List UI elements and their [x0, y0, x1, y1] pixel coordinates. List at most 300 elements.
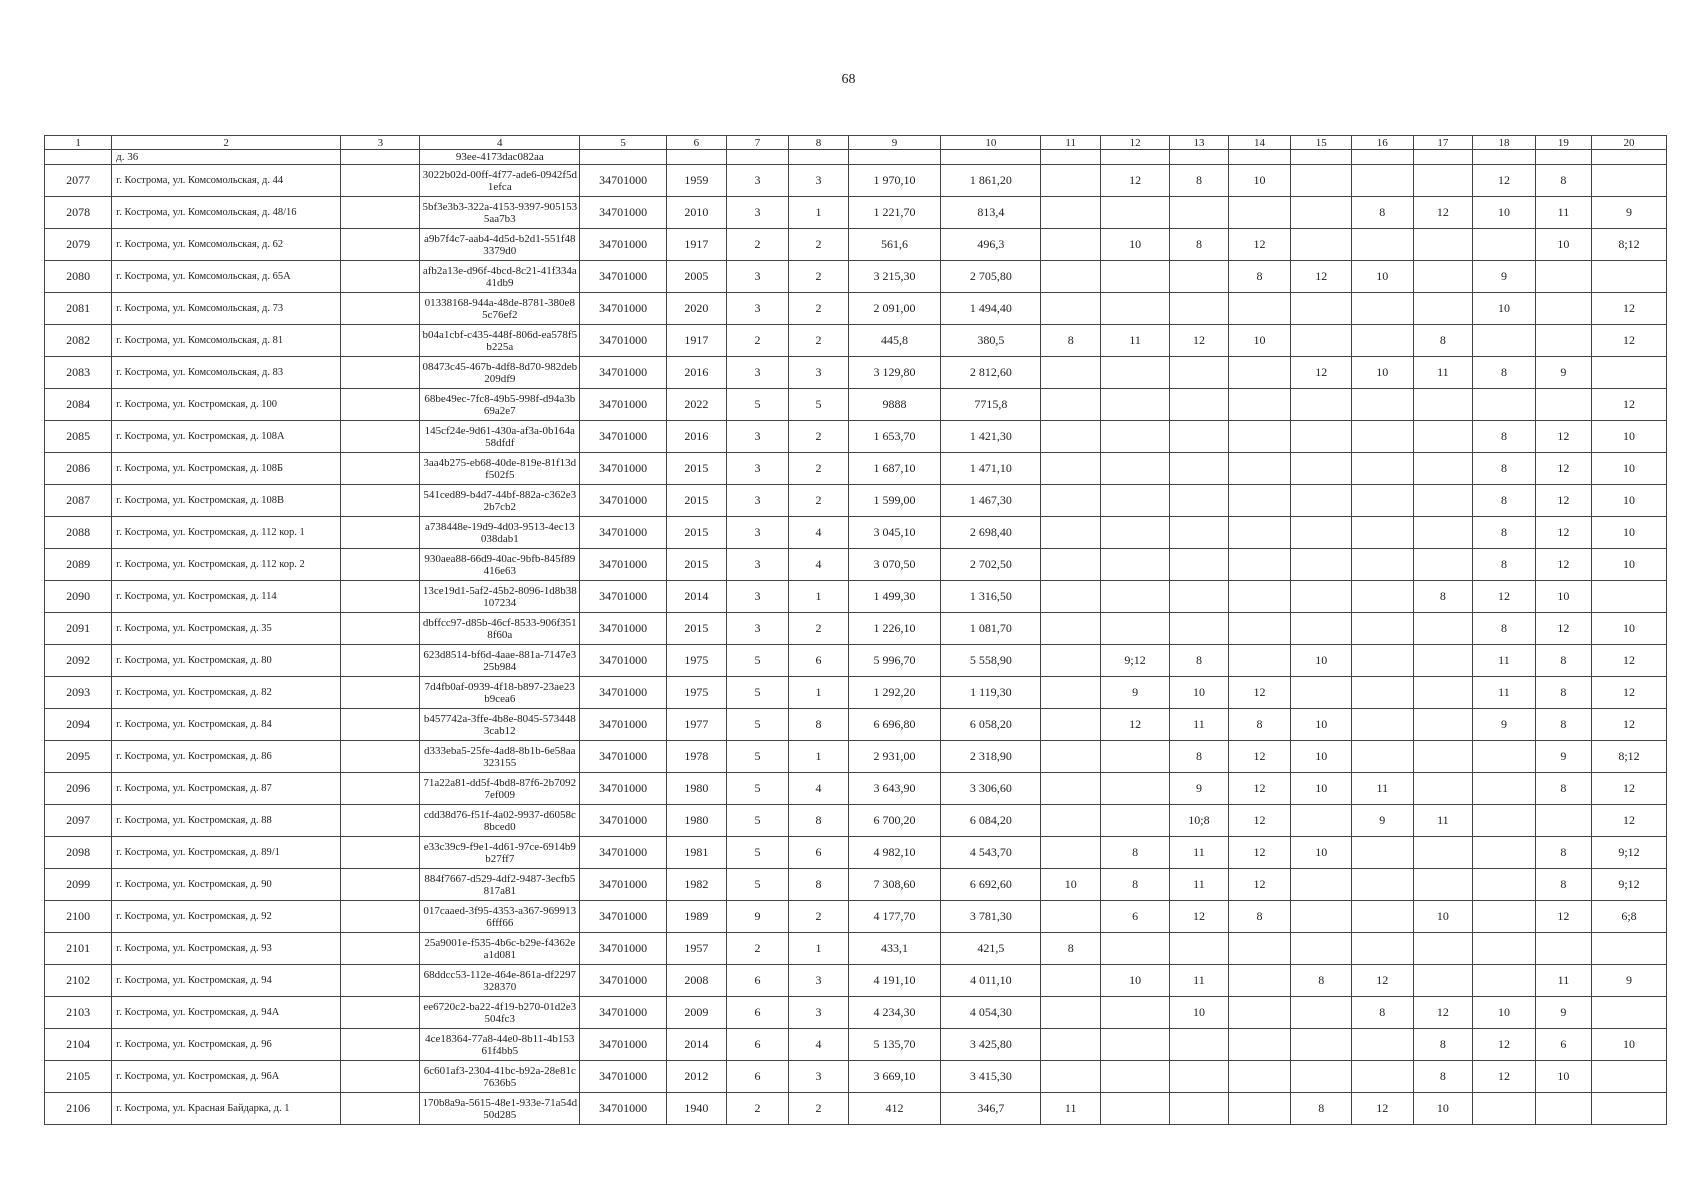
- table-row: [45, 197, 1667, 229]
- column-3-cell: [341, 677, 420, 709]
- col-15-cell: [1291, 933, 1352, 965]
- row-number-cell: 2105: [45, 1061, 112, 1093]
- table-cell: [1413, 150, 1472, 165]
- column-3-cell: [341, 229, 420, 261]
- col-19-cell: 8: [1535, 773, 1591, 805]
- floors-cell: 5: [726, 709, 789, 741]
- entrances-cell: 1: [789, 197, 848, 229]
- row-number-cell: 2098: [45, 837, 112, 869]
- table-row: [45, 965, 1667, 997]
- row-number-cell: 2092: [45, 645, 112, 677]
- address-cell: г. Кострома, ул. Комсомольская, д. 62: [112, 229, 341, 261]
- col-16-cell: [1351, 837, 1413, 869]
- col-14-cell: 12: [1228, 837, 1291, 869]
- col-17-cell: [1413, 645, 1472, 677]
- col-18-cell: [1473, 1093, 1536, 1125]
- table-row: [45, 613, 1667, 645]
- col-20-cell: [1592, 165, 1667, 197]
- address-cell: г. Кострома, ул. Костромская, д. 100: [112, 389, 341, 421]
- address-cell: г. Кострома, ул. Комсомольская, д. 48/16: [112, 197, 341, 229]
- floors-cell: 3: [726, 293, 789, 325]
- col-20-cell: 12: [1592, 773, 1667, 805]
- col-14-cell: [1228, 933, 1291, 965]
- col-19-cell: 8: [1535, 645, 1591, 677]
- floors-cell: 3: [726, 197, 789, 229]
- continuation-row: [45, 150, 1667, 165]
- col-15-cell: [1291, 677, 1352, 709]
- floors-cell: 5: [726, 805, 789, 837]
- col-13-cell: [1170, 613, 1228, 645]
- col-14-cell: [1228, 1029, 1291, 1061]
- year-built-cell: 1978: [667, 741, 726, 773]
- row-number-cell: 2089: [45, 549, 112, 581]
- row-number-cell: 2087: [45, 485, 112, 517]
- column-3-cell: [341, 901, 420, 933]
- living-area-cell: 3 306,60: [941, 773, 1041, 805]
- col-20-cell: 12: [1592, 389, 1667, 421]
- col-19-cell: 8: [1535, 165, 1591, 197]
- living-area-cell: 1 467,30: [941, 485, 1041, 517]
- col-11-cell: [1041, 197, 1100, 229]
- col-14-cell: 12: [1228, 229, 1291, 261]
- row-number-cell: 2084: [45, 389, 112, 421]
- year-built-cell: 1959: [667, 165, 726, 197]
- col-19-cell: 9: [1535, 357, 1591, 389]
- entrances-cell: 8: [789, 709, 848, 741]
- entrances-cell: 4: [789, 517, 848, 549]
- year-built-cell: 1975: [667, 645, 726, 677]
- col-11-cell: 8: [1041, 933, 1100, 965]
- col-12-cell: [1100, 197, 1169, 229]
- total-area-cell: 3 215,30: [848, 261, 940, 293]
- col-11-cell: [1041, 901, 1100, 933]
- total-area-cell: 3 070,50: [848, 549, 940, 581]
- guid-cell: afb2a13e-d96f-4bcd-8c21-41f334a41db9: [420, 261, 580, 293]
- floors-cell: 2: [726, 229, 789, 261]
- col-16-cell: [1351, 709, 1413, 741]
- row-number-cell: 2100: [45, 901, 112, 933]
- col-15-cell: 10: [1291, 837, 1352, 869]
- col-17-cell: 12: [1413, 997, 1472, 1029]
- table-cell: [1170, 150, 1228, 165]
- column-3-cell: [341, 389, 420, 421]
- row-number-cell: 2095: [45, 741, 112, 773]
- col-18-cell: 8: [1473, 421, 1536, 453]
- col-18-cell: [1473, 869, 1536, 901]
- col-14-cell: [1228, 293, 1291, 325]
- column-3-cell: [341, 933, 420, 965]
- oktmo-code-cell: 34701000: [580, 901, 667, 933]
- col-15-cell: [1291, 485, 1352, 517]
- address-cell: г. Кострома, ул. Комсомольская, д. 73: [112, 293, 341, 325]
- table-row: [45, 389, 1667, 421]
- entrances-cell: 8: [789, 805, 848, 837]
- col-15-cell: [1291, 869, 1352, 901]
- table-row: [45, 837, 1667, 869]
- address-cell: г. Кострома, ул. Костромская, д. 88: [112, 805, 341, 837]
- oktmo-code-cell: 34701000: [580, 933, 667, 965]
- floors-cell: 6: [726, 965, 789, 997]
- column-number: 4: [420, 136, 580, 150]
- col-13-cell: 9: [1170, 773, 1228, 805]
- guid-cell: 3aa4b275-eb68-40de-819e-81f13df502f5: [420, 453, 580, 485]
- col-15-cell: 8: [1291, 965, 1352, 997]
- col-12-cell: 8: [1100, 869, 1169, 901]
- floors-cell: 5: [726, 773, 789, 805]
- guid-cell: 25a9001e-f535-4b6c-b29e-f4362ea1d081: [420, 933, 580, 965]
- table-cell: [1592, 150, 1667, 165]
- col-12-cell: [1100, 517, 1169, 549]
- year-built-cell: 1977: [667, 709, 726, 741]
- guid-cell: a9b7f4c7-aab4-4d5d-b2d1-551f483379d0: [420, 229, 580, 261]
- oktmo-code-cell: 34701000: [580, 357, 667, 389]
- oktmo-code-cell: 34701000: [580, 229, 667, 261]
- year-built-cell: 2008: [667, 965, 726, 997]
- column-3-cell: [341, 549, 420, 581]
- col-16-cell: 8: [1351, 997, 1413, 1029]
- col-11-cell: [1041, 645, 1100, 677]
- col-15-cell: [1291, 1029, 1352, 1061]
- col-17-cell: [1413, 613, 1472, 645]
- total-area-cell: 1 226,10: [848, 613, 940, 645]
- column-3-cell: [341, 773, 420, 805]
- col-16-cell: [1351, 645, 1413, 677]
- year-built-cell: 2015: [667, 549, 726, 581]
- col-19-cell: [1535, 933, 1591, 965]
- year-built-cell: 2016: [667, 421, 726, 453]
- address-cell: г. Кострома, ул. Костромская, д. 82: [112, 677, 341, 709]
- col-19-cell: 12: [1535, 485, 1591, 517]
- row-number-cell: 2081: [45, 293, 112, 325]
- row-number-cell: 2094: [45, 709, 112, 741]
- column-number: 7: [726, 136, 789, 150]
- living-area-cell: 813,4: [941, 197, 1041, 229]
- address-cell: г. Кострома, ул. Костромская, д. 84: [112, 709, 341, 741]
- col-11-cell: [1041, 965, 1100, 997]
- table-cell: [45, 150, 112, 165]
- living-area-cell: 3 415,30: [941, 1061, 1041, 1093]
- total-area-cell: 6 700,20: [848, 805, 940, 837]
- col-20-cell: [1592, 933, 1667, 965]
- col-19-cell: 12: [1535, 421, 1591, 453]
- table-cell: [941, 150, 1041, 165]
- col-11-cell: [1041, 293, 1100, 325]
- table-row: [45, 997, 1667, 1029]
- column-number: 18: [1473, 136, 1536, 150]
- col-20-cell: 9: [1592, 197, 1667, 229]
- col-12-cell: 10: [1100, 965, 1169, 997]
- year-built-cell: 1981: [667, 837, 726, 869]
- column-3-cell: [341, 1093, 420, 1125]
- col-12-cell: [1100, 933, 1169, 965]
- col-17-cell: [1413, 421, 1472, 453]
- col-19-cell: 12: [1535, 549, 1591, 581]
- col-12-cell: [1100, 421, 1169, 453]
- col-17-cell: [1413, 709, 1472, 741]
- col-16-cell: 11: [1351, 773, 1413, 805]
- col-15-cell: [1291, 389, 1352, 421]
- col-15-cell: [1291, 805, 1352, 837]
- oktmo-code-cell: 34701000: [580, 453, 667, 485]
- column-3-cell: [341, 837, 420, 869]
- living-area-cell: 4 543,70: [941, 837, 1041, 869]
- column-number: 5: [580, 136, 667, 150]
- guid-cell: a738448e-19d9-4d03-9513-4ec13038dab1: [420, 517, 580, 549]
- col-20-cell: 10: [1592, 1029, 1667, 1061]
- table-row: [45, 357, 1667, 389]
- col-18-cell: 12: [1473, 1061, 1536, 1093]
- oktmo-code-cell: 34701000: [580, 837, 667, 869]
- col-18-cell: [1473, 901, 1536, 933]
- col-16-cell: [1351, 869, 1413, 901]
- year-built-cell: 1917: [667, 325, 726, 357]
- table-row: [45, 645, 1667, 677]
- row-number-cell: 2088: [45, 517, 112, 549]
- living-area-cell: 5 558,90: [941, 645, 1041, 677]
- col-12-cell: [1100, 549, 1169, 581]
- col-15-cell: 10: [1291, 709, 1352, 741]
- address-cell: г. Кострома, ул. Костромская, д. 108А: [112, 421, 341, 453]
- row-number-cell: 2103: [45, 997, 112, 1029]
- col-11-cell: [1041, 1061, 1100, 1093]
- col-14-cell: 12: [1228, 869, 1291, 901]
- column-3-cell: [341, 421, 420, 453]
- total-area-cell: 5 996,70: [848, 645, 940, 677]
- col-13-cell: 8: [1170, 229, 1228, 261]
- col-20-cell: [1592, 1061, 1667, 1093]
- col-11-cell: [1041, 261, 1100, 293]
- guid-cell: 68be49ec-7fc8-49b5-998f-d94a3b69a2e7: [420, 389, 580, 421]
- address-cell: г. Кострома, ул. Костромская, д. 108Б: [112, 453, 341, 485]
- col-15-cell: [1291, 613, 1352, 645]
- living-area-cell: 496,3: [941, 229, 1041, 261]
- col-19-cell: 12: [1535, 517, 1591, 549]
- living-area-cell: 346,7: [941, 1093, 1041, 1125]
- living-area-cell: 4 011,10: [941, 965, 1041, 997]
- col-20-cell: 12: [1592, 293, 1667, 325]
- col-13-cell: 11: [1170, 869, 1228, 901]
- floors-cell: 5: [726, 741, 789, 773]
- col-14-cell: [1228, 1093, 1291, 1125]
- total-area-cell: 433,1: [848, 933, 940, 965]
- year-built-cell: 2015: [667, 613, 726, 645]
- col-15-cell: [1291, 901, 1352, 933]
- col-15-cell: [1291, 453, 1352, 485]
- living-area-cell: 380,5: [941, 325, 1041, 357]
- col-17-cell: 11: [1413, 357, 1472, 389]
- entrances-cell: 2: [789, 421, 848, 453]
- col-19-cell: [1535, 261, 1591, 293]
- col-20-cell: 12: [1592, 645, 1667, 677]
- year-built-cell: 2016: [667, 357, 726, 389]
- col-11-cell: [1041, 1029, 1100, 1061]
- col-11-cell: [1041, 357, 1100, 389]
- col-16-cell: [1351, 677, 1413, 709]
- col-17-cell: [1413, 773, 1472, 805]
- col-12-cell: [1100, 1061, 1169, 1093]
- entrances-cell: 1: [789, 581, 848, 613]
- col-17-cell: [1413, 965, 1472, 997]
- address-cell: г. Кострома, ул. Костромская, д. 89/1: [112, 837, 341, 869]
- table-row: [45, 741, 1667, 773]
- col-13-cell: [1170, 197, 1228, 229]
- col-13-cell: [1170, 261, 1228, 293]
- col-16-cell: [1351, 389, 1413, 421]
- col-15-cell: 10: [1291, 741, 1352, 773]
- column-number: 12: [1100, 136, 1169, 150]
- col-16-cell: [1351, 421, 1413, 453]
- col-11-cell: [1041, 805, 1100, 837]
- col-14-cell: 12: [1228, 677, 1291, 709]
- col-13-cell: [1170, 933, 1228, 965]
- guid-cell: 884f7667-d529-4df2-9487-3ecfb5817a81: [420, 869, 580, 901]
- address-cell: г. Кострома, ул. Костромская, д. 86: [112, 741, 341, 773]
- oktmo-code-cell: 34701000: [580, 261, 667, 293]
- register-table: [44, 135, 1667, 1125]
- guid-cell: 170b8a9a-5615-48e1-933e-71a54d50d285: [420, 1093, 580, 1125]
- entrances-cell: 2: [789, 293, 848, 325]
- total-area-cell: 4 234,30: [848, 997, 940, 1029]
- oktmo-code-cell: 34701000: [580, 165, 667, 197]
- col-20-cell: 12: [1592, 709, 1667, 741]
- column-3-cell: [341, 741, 420, 773]
- year-built-cell: 2014: [667, 1029, 726, 1061]
- living-area-cell: 2 698,40: [941, 517, 1041, 549]
- total-area-cell: 561,6: [848, 229, 940, 261]
- guid-cell: 3022b02d-00ff-4f77-ade6-0942f5d1efca: [420, 165, 580, 197]
- entrances-cell: 3: [789, 965, 848, 997]
- col-14-cell: [1228, 197, 1291, 229]
- living-area-cell: 1 081,70: [941, 613, 1041, 645]
- guid-cell: 08473c45-467b-4df8-8d70-982deb209df9: [420, 357, 580, 389]
- table-row: [45, 517, 1667, 549]
- column-3-cell: [341, 869, 420, 901]
- column-3-cell: [341, 1061, 420, 1093]
- col-18-cell: 8: [1473, 517, 1536, 549]
- entrances-cell: 3: [789, 165, 848, 197]
- oktmo-code-cell: 34701000: [580, 709, 667, 741]
- total-area-cell: 445,8: [848, 325, 940, 357]
- oktmo-code-cell: 34701000: [580, 421, 667, 453]
- col-12-cell: [1100, 581, 1169, 613]
- table-row: [45, 261, 1667, 293]
- col-19-cell: 9: [1535, 997, 1591, 1029]
- table-row: [45, 901, 1667, 933]
- col-18-cell: [1473, 837, 1536, 869]
- address-cell: г. Кострома, ул. Костромская, д. 35: [112, 613, 341, 645]
- entrances-cell: 4: [789, 773, 848, 805]
- col-14-cell: [1228, 485, 1291, 517]
- col-17-cell: [1413, 517, 1472, 549]
- guid-cell: 4ce18364-77a8-44e0-8b11-4b15361f4bb5: [420, 1029, 580, 1061]
- col-15-cell: [1291, 517, 1352, 549]
- oktmo-code-cell: 34701000: [580, 485, 667, 517]
- col-16-cell: [1351, 933, 1413, 965]
- table-cell: [1351, 150, 1413, 165]
- address-cell: г. Кострома, ул. Костромская, д. 96: [112, 1029, 341, 1061]
- col-18-cell: [1473, 325, 1536, 357]
- col-12-cell: [1100, 293, 1169, 325]
- table-row: [45, 229, 1667, 261]
- col-20-cell: [1592, 357, 1667, 389]
- col-13-cell: [1170, 421, 1228, 453]
- col-14-cell: [1228, 997, 1291, 1029]
- guid-cell: 930aea88-66d9-40ac-9bfb-845f89416e63: [420, 549, 580, 581]
- col-12-cell: 12: [1100, 165, 1169, 197]
- col-15-cell: 10: [1291, 645, 1352, 677]
- row-number-cell: 2102: [45, 965, 112, 997]
- table-row: [45, 453, 1667, 485]
- col-13-cell: 11: [1170, 837, 1228, 869]
- column-number: 9: [848, 136, 940, 150]
- address-cell: г. Кострома, ул. Костромская, д. 93: [112, 933, 341, 965]
- column-3-cell: [341, 325, 420, 357]
- col-15-cell: [1291, 197, 1352, 229]
- column-3-cell: [341, 261, 420, 293]
- address-cell: г. Кострома, ул. Костромская, д. 80: [112, 645, 341, 677]
- col-11-cell: [1041, 709, 1100, 741]
- total-area-cell: 5 135,70: [848, 1029, 940, 1061]
- table-row: [45, 1093, 1667, 1125]
- entrances-cell: 1: [789, 741, 848, 773]
- column-3-cell: [341, 613, 420, 645]
- living-area-cell: 2 812,60: [941, 357, 1041, 389]
- table-cell: [667, 150, 726, 165]
- table-cell: [341, 150, 420, 165]
- col-17-cell: [1413, 165, 1472, 197]
- col-15-cell: [1291, 165, 1352, 197]
- col-12-cell: 10: [1100, 229, 1169, 261]
- col-16-cell: 8: [1351, 197, 1413, 229]
- year-built-cell: 1982: [667, 869, 726, 901]
- col-18-cell: 12: [1473, 581, 1536, 613]
- column-number: 3: [341, 136, 420, 150]
- col-17-cell: [1413, 933, 1472, 965]
- table-row: [45, 165, 1667, 197]
- col-13-cell: [1170, 357, 1228, 389]
- col-11-cell: [1041, 581, 1100, 613]
- col-18-cell: 11: [1473, 677, 1536, 709]
- col-14-cell: 10: [1228, 325, 1291, 357]
- floors-cell: 3: [726, 261, 789, 293]
- column-3-cell: [341, 357, 420, 389]
- year-built-cell: 2014: [667, 581, 726, 613]
- year-built-cell: 2010: [667, 197, 726, 229]
- entrances-cell: 2: [789, 325, 848, 357]
- address-cell: г. Кострома, ул. Костромская, д. 94: [112, 965, 341, 997]
- column-3-cell: [341, 965, 420, 997]
- total-area-cell: 1 292,20: [848, 677, 940, 709]
- address-cell: г. Кострома, ул. Комсомольская, д. 44: [112, 165, 341, 197]
- col-14-cell: [1228, 549, 1291, 581]
- row-number-cell: 2106: [45, 1093, 112, 1125]
- year-built-cell: 1980: [667, 805, 726, 837]
- year-built-cell: 2015: [667, 485, 726, 517]
- guid-cell: 68ddcc53-112e-464e-861a-df2297328370: [420, 965, 580, 997]
- col-15-cell: [1291, 1061, 1352, 1093]
- col-19-cell: 11: [1535, 197, 1591, 229]
- oktmo-code-cell: 34701000: [580, 965, 667, 997]
- address-cell: г. Кострома, ул. Костромская, д. 90: [112, 869, 341, 901]
- col-17-cell: [1413, 453, 1472, 485]
- col-20-cell: 8;12: [1592, 741, 1667, 773]
- col-16-cell: [1351, 293, 1413, 325]
- floors-cell: 9: [726, 901, 789, 933]
- living-area-cell: 3 781,30: [941, 901, 1041, 933]
- address-cell: г. Кострома, ул. Комсомольская, д. 83: [112, 357, 341, 389]
- table-row: [45, 933, 1667, 965]
- total-area-cell: 1 970,10: [848, 165, 940, 197]
